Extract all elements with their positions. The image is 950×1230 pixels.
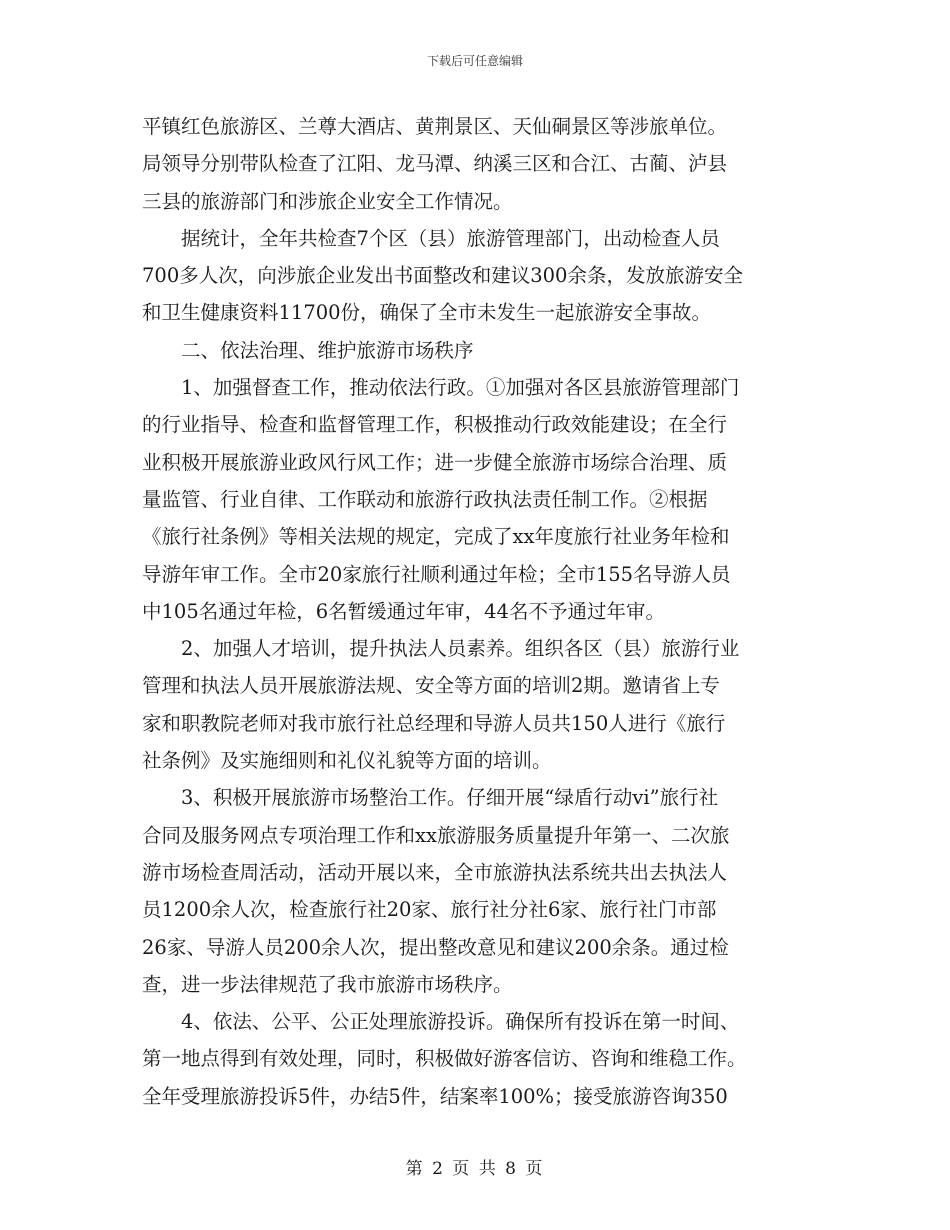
document-body (142, 108, 810, 1115)
text-line: 的行业指导、检查和监督管理工作，积极推动行政效能建设；在全行 (142, 413, 728, 437)
text-line: 26家、导游人员200余人次，提出整改意见和建议200余条。通过检 (142, 935, 729, 959)
text-line: 管理和执法人员开展旅游法规、安全等方面的培训2期。邀请省上专 (142, 674, 720, 698)
text-line: 业积极开展旅游业政风行风工作；进一步健全旅游市场综合治理、质 (142, 450, 728, 474)
text-line: 导游年审工作。全市20家旅行社顺利通过年检；全市155名导游人员 (142, 562, 731, 586)
text-line: 平镇红色旅游区、兰尊大酒店、黄荆景区、天仙硐景区等涉旅单位。 (142, 115, 728, 138)
section-heading (142, 332, 810, 369)
text-line: 700多人次，向涉旅企业发出书面整改和建议300余条，发放旅游安全 (142, 264, 743, 288)
text-line: 第一地点得到有效处理，同时，积极做好游客信访、咨询和维稳工作。 (142, 1047, 747, 1071)
paragraph-4 (142, 630, 810, 779)
page-header: 下载后可任意编辑 (426, 54, 523, 68)
text-line: 查，进一步法律规范了我市旅游市场秩序。 (142, 972, 513, 996)
text-line: 2、加强人才培训，提升执法人员素养。组织各区（县）旅游行业 (181, 637, 740, 661)
text-line: 二、依法治理、维护旅游市场秩序 (181, 338, 474, 362)
text-line: 合同及服务网点专项治理工作和xx旅游服务质量提升年第一、二次旅 (142, 823, 730, 847)
paragraph-1 (142, 108, 810, 220)
text-line: 全年受理旅游投诉5件，办结5件，结案率100%；接受旅游咨询350 (142, 1084, 728, 1108)
text-line: 社条例》及实施细则和礼仪礼貌等方面的培训。 (142, 749, 552, 773)
text-line: 3、积极开展旅游市场整治工作。仔细开展“绿盾行动vi”旅行社 (181, 786, 719, 810)
text-line: 局领导分别带队检查了江阳、龙马潭、纳溪三区和合江、古蔺、泸县 (142, 152, 728, 176)
paragraph-2 (142, 220, 810, 332)
paragraph-5 (142, 779, 810, 1003)
text-line: 三县的旅游部门和涉旅企业安全工作情况。 (142, 189, 513, 213)
text-line: 和卫生健康资料11700份，确保了全市未发生一起旅游安全事故。 (142, 301, 712, 325)
text-line: 员1200余人次，检查旅行社20家、旅行社分社6家、旅行社门市部 (142, 898, 717, 922)
text-line: 据统计，全年共检查7个区（县）旅游管理部门，出动检查人员 (181, 226, 720, 250)
text-line: 游市场检查周活动，活动开展以来，全市旅游执法系统共出去执法人 (142, 860, 728, 884)
text-line: 《旅行社条例》等相关法规的规定，完成了xx年度旅行社业务年检和 (142, 525, 730, 549)
text-line: 1、加强督查工作，推动依法行政。①加强对各区县旅游管理部门 (181, 376, 740, 400)
text-line: 中105名通过年检，6名暂缓通过年审，44名不予通过年审。 (142, 599, 665, 623)
text-line: 家和职教院老师对我市旅行社总经理和导游人员共150人进行《旅行 (142, 711, 726, 735)
text-line: 量监管、行业自律、工作联动和旅游行政执法责任制工作。②根据 (142, 487, 708, 511)
page-footer: 第 2 页 共 8 页 (405, 1159, 545, 1179)
text-line: 4、依法、公平、公正处理旅游投诉。确保所有投诉在第一时间、 (181, 1010, 740, 1034)
paragraph-6 (142, 1003, 810, 1115)
paragraph-3 (142, 369, 810, 630)
